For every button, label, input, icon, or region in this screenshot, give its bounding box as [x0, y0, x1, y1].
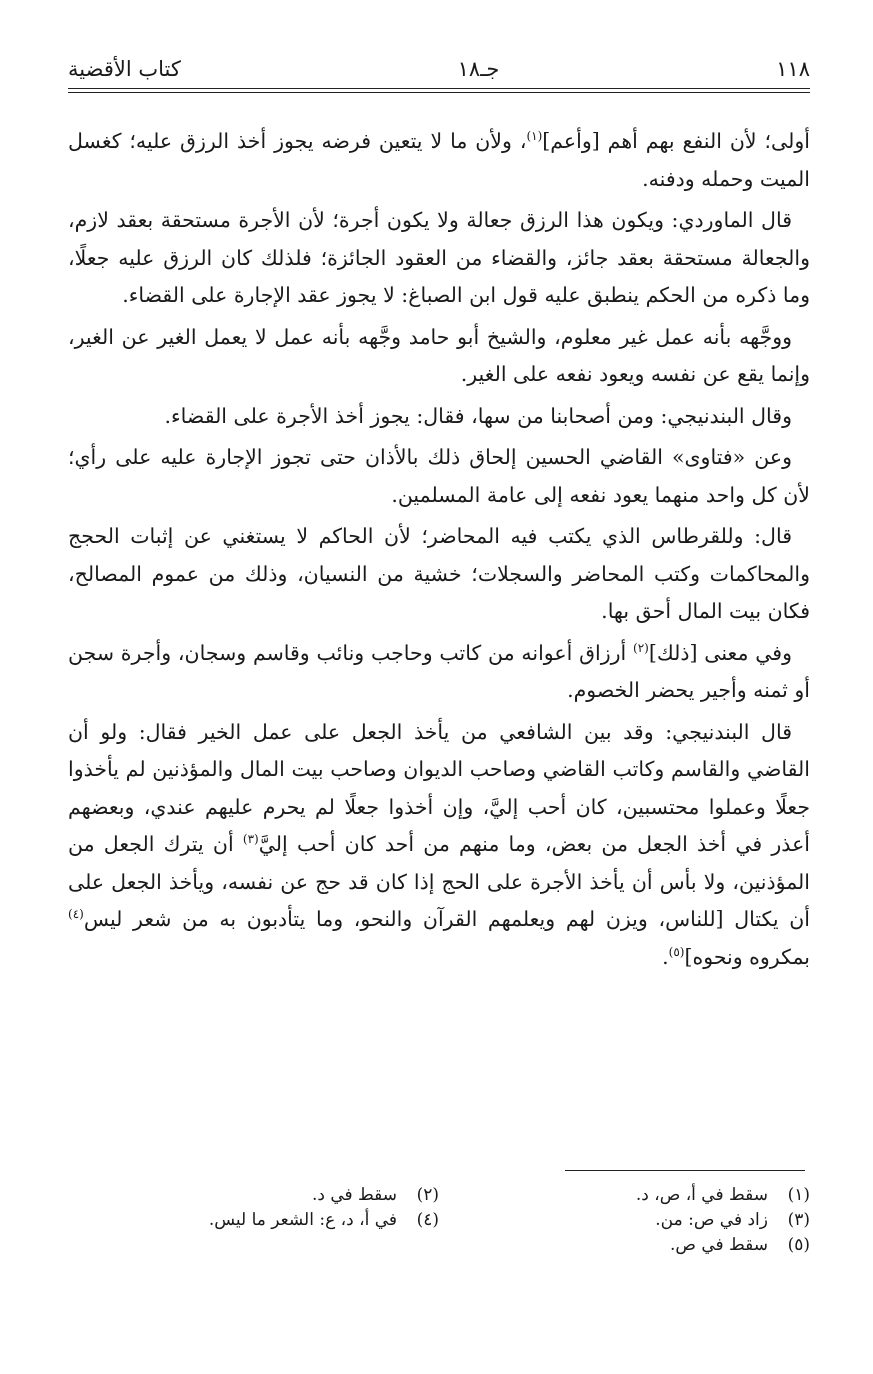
footnote-ref: (٤) — [68, 907, 84, 922]
footnote: (٢) سقط في د. — [311, 1185, 439, 1205]
paragraph: ووجَّهه بأنه عمل غير معلوم، والشيخ أبو حامد وجَّهه بأنه عمل لا يعمل الغير عن الغير، وإنما يقع عن نفسه ويعود نفعه على الغير. — [68, 324, 810, 386]
footnote: (٣) زاد في ص: من. — [655, 1210, 810, 1230]
footnote-ref: (١) — [526, 129, 543, 144]
footnote: (٤) في أ، د، ع: الشعر ما ليس. — [208, 1210, 439, 1230]
volume-number: جـ١٨ — [457, 57, 500, 81]
book-page — [68, 52, 810, 980]
header-rule-thick — [68, 88, 810, 89]
page-number: ١١٨ — [776, 57, 810, 81]
paragraph: قال: وللقرطاس الذي يكتب فيه المحاضر؛ لأن الحاكم لا يستغني عن إثبات الحجج والمحاكمات وكتب المحاضر والسجلات؛ خشية من النسيان، وذلك من عموم المصالح، فكان بيت المال أحق بها. — [68, 524, 810, 623]
footnote-ref: (٣) — [242, 832, 259, 847]
running-header — [68, 52, 810, 86]
footnote-ref: (٥) — [668, 944, 685, 959]
footnote: (١) سقط في أ، ص، د. — [635, 1185, 810, 1205]
book-title: كتاب الأقضية — [68, 57, 181, 81]
paragraph: وعن «فتاوى» القاضي الحسين إلحاق ذلك بالأذان حتى تجوز الإجارة عليه على رأي؛ لأن كل واحد منهما يعود نفعه إلى عامة المسلمين. — [68, 445, 810, 507]
main-text — [68, 123, 810, 976]
paragraph: أولى؛ لأن النفع بهم أهم [وأعم]$^{(١)}$، ولأن ما لا يتعين فرضه يجوز أخذ الرزق عليه؛ كغسل الميت وحمله ودفنه. — [68, 129, 810, 191]
footnote: (٥) سقط في ص. — [669, 1235, 810, 1255]
header-rule-thin — [68, 92, 810, 93]
paragraph: قال الماوردي: ويكون هذا الرزق جعالة ولا يكون أجرة؛ لأن الأجرة مستحقة بعقد لازم، والجعالة مستحقة بعقد جائز، والقضاء من العقود الجائزة؛ فلذلك كان الرزق عليه جعلًا، وما ذكره من الحكم ينطبق عليه قول ابن الصباغ: لا يجوز عقد الإجارة على القضاء. — [68, 208, 810, 307]
footnotes — [68, 1183, 810, 1258]
footnote-ref: (٢) — [633, 640, 649, 655]
paragraph: قال البندنيجي: وقد بين الشافعي من يأخذ الجعل على عمل الخير فقال: ولو أن القاضي والقاسم وكاتب القاضي وصاحب الديوان وصاحب بيت المال والمؤذنين لم يأخذوا جعلًا وعملوا محتسبين، كان أحب إليَّ، وإن أخذوا جعلًا لم يحرم عليهم عندي، وبعضهم أعذر في أخذ الجعل من بعض، وما منهم من أحد كان أحب إليَّ$^{(٣)}$ أن يترك الجعل من المؤذنين، ولا بأس أن يأخذ الأجرة على الحج إذا كان قد حج عن نفسه، ويأخذ الجعل على أن يكتال [للناس، ويزن لهم ويعلمهم القرآن والنحو، وما يتأدبون به من شعر ليس$^{(٤)}$ بمكروه ونحوه]$^{(٥)}$. — [68, 719, 810, 969]
paragraph: وقال البندنيجي: ومن أصحابنا من سها، فقال: يجوز أخذ الأجرة على القضاء. — [164, 403, 792, 428]
paragraph: وفي معنى [ذلك]$^{(٢)}$ أرزاق أعوانه من كاتب وحاجب ونائب وقاسم وسجان، وأجرة سجن أو ثمنه وأجير يحضر الخصوم. — [68, 640, 810, 702]
footnote-separator — [565, 1170, 805, 1171]
